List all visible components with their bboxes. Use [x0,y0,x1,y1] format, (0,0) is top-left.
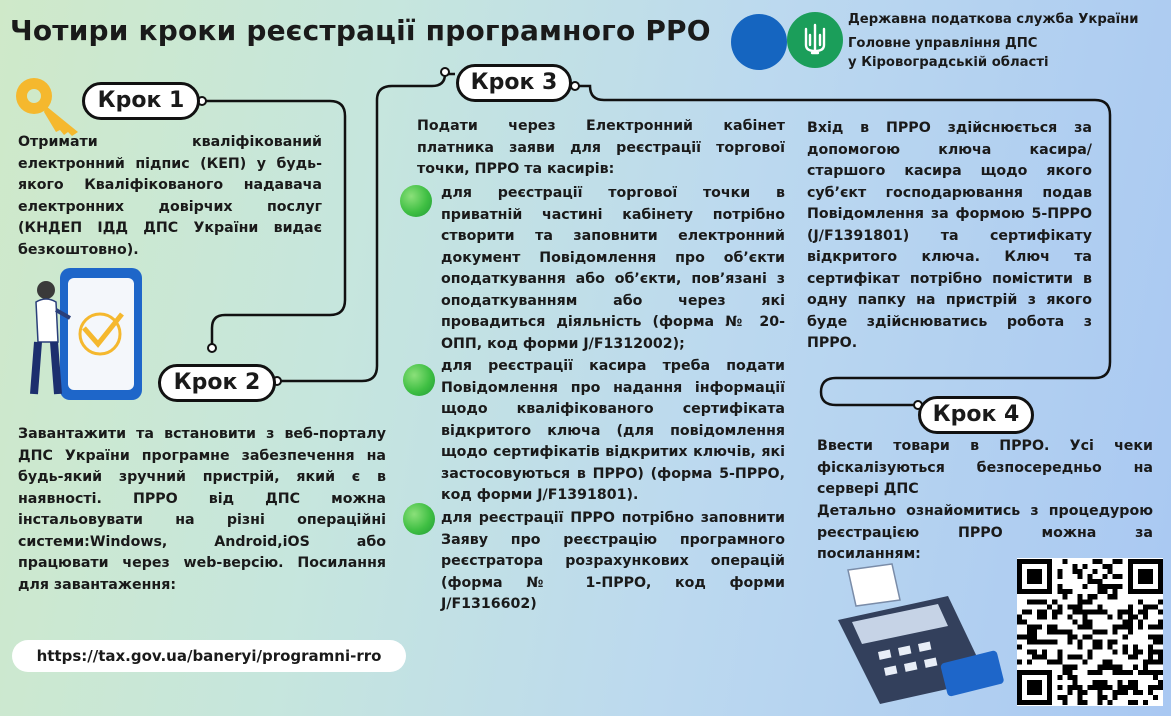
step-4-badge: Крок 4 [918,396,1034,434]
step-3-intro: Подати через Електронний кабінет платника заяви для реєстрації торгової точки, ПРРО та касирів: [417,118,785,177]
pos-terminal-illustration [828,560,1004,708]
org-region: у Кіровоградській області [848,55,1049,70]
step-1-text: Отримати кваліфікований електронний підпис (КЕП) у будь-якого Кваліфікованого надавача електронних довірчих послуг (КНДЕП ІДД ДПС України видає безкоштовно). [18,134,322,258]
org-dept: Головне управління ДПС [848,36,1038,51]
phone-person-illustration [14,266,150,406]
step-3-right-text: Вхід в ПРРО здійснюється за допомогою ключа касира/ старшого касира щодо якого суб’єкт господарювання подав Повідомлення за формою 5-ПРРО (J/F1391801) та сертифікату відкритого ключа. Ключ та сертифікат потрібно помістити в одну папку на пристрій з якого буде здійснюватись робота з ПРРО. [807,120,1092,351]
step-2-badge: Крок 2 [158,364,276,402]
dps-logo-circle-blue [731,14,787,70]
org-name: Державна податкова служба України [848,12,1139,27]
step-1-badge: Крок 1 [82,82,200,120]
step-2-text: Завантажити та встановити з веб-порталу ДПС України програмне забезпечення на будь-який зручний пристрій, який є в наявності. ПРРО від ДПС можна інстальовувати на різні операційні системи:Windows, Android,iOS або працювати через web-версію. Посилання для завантаження: [18,426,386,593]
step-3-bullet-3: для реєстрації ПРРО потрібно заповнити Заяву про реєстрацію програмного реєстратора розрахункових операцій (форма № 1-ПРРО, код форми J/F1316602) [441,510,785,612]
qr-code[interactable] [1017,558,1163,706]
bullet-icon [403,503,435,535]
download-link[interactable]: https://tax.gov.ua/baneryi/programni-rro [12,640,406,672]
key-icon [10,72,86,138]
trident-icon [787,12,843,68]
step-4-text: Ввести товари в ПРРО. Усі чеки фіскалізуються безпосередньо на сервері ДПС [817,438,1153,497]
bullet-icon [403,364,435,396]
step-3-bullet-1: для реєстрації торгової точки в приватній частині кабінету потрібно створити та заповнити електронний документ Повідомлення про об’єкти оподаткування або об’єкти, пов’язані з оподаткуванням або через які провадиться діяльність (форма № 20-ОПП, код форми J/F1312002); [441,185,785,352]
step-3-bullet-2: для реєстрації касира треба подати Повідомлення про надання інформації щодо кваліфікованого сертифіката відкритого ключа (для повідомлення щодо сертифікатів відкритих ключів, які застосовуються в ПРРО) (форма 5-ПРРО, код форми J/F1391801). [441,358,785,503]
step-3-badge: Крок 3 [456,64,572,102]
bullet-icon [400,185,432,217]
step-4-more-text: Детально ознайомитись з процедурою реєстрацією ПРРО можна за посиланням: [817,503,1153,562]
page-title: Чотири кроки реєстрації програмного РРО [10,14,711,47]
